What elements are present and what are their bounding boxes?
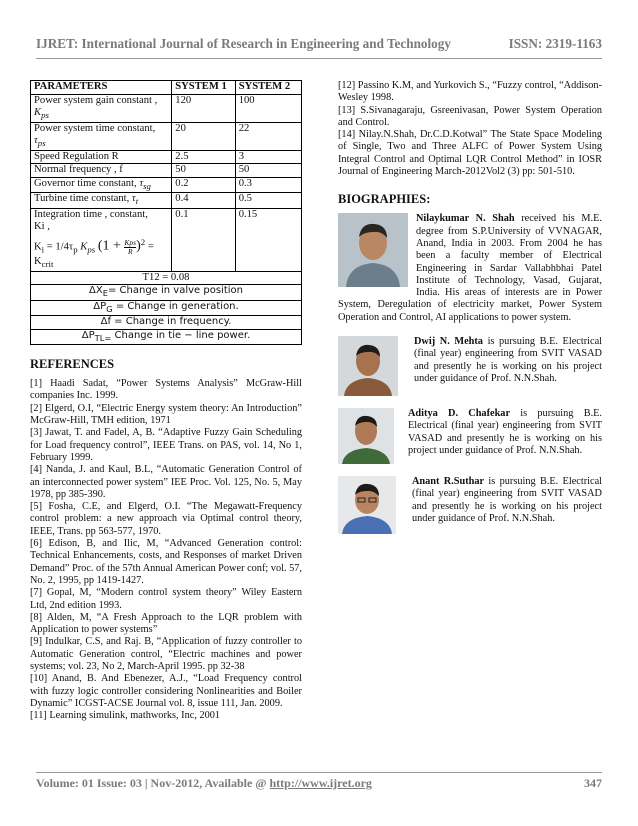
reference-item: [11] Learning simulink, mathworks, Inc, 2001 [30,710,221,722]
reference-item: [10] Anand, B. And Ebenezer, A.J., “Load Frequency control with fuzzy logic controller considering Nonlinearities and Boiler Dynamic” ICGST-ACSE Journal vol. 8, issue 111, Jan. 2009. [30,673,302,709]
table-row [31,150,302,164]
legend-cell: $\Delta X_E=$ Change in valve position [31,285,302,301]
legend-cell: $\Delta P_G$ = Change in generation. [31,300,302,316]
references-list-right [338,80,602,178]
legend-row [31,316,302,330]
table-row [31,94,302,122]
person-portrait-icon [338,476,396,534]
table-row-t12 [31,271,302,285]
table-row-integration [31,208,302,271]
footer-volume: Volume: 01 Issue: 03 | Nov-2012, Available @ http://www.ijret.org [36,776,372,790]
reference-item: [2] Elgerd, O.I, “Electric Energy system theory: An Introduction” McGraw-Hill, TMH edition, 1971 [30,402,302,427]
journal-title: IJRET: International Journal of Research in Engineering and Technology [36,36,451,51]
biographies-heading: BIOGRAPHIES: [338,192,431,207]
parameters-table [30,80,302,345]
system-2-cell: 50 [235,164,301,178]
param-cell: Normal frequency , f [31,164,172,178]
reference-item: [13] S.Sivanagaraju, Gsreenivasan, Power System Operation and Control. [338,104,602,128]
person-portrait-icon [338,213,408,287]
system-1-cell: 0.1 [172,208,235,271]
portrait-photo [338,336,398,396]
journal-link[interactable]: http://www.ijret.org [269,776,372,790]
footer-rule [36,772,602,773]
table-header-row [31,81,302,95]
person-portrait-icon [338,336,398,396]
reference-item: [5] Fosha, C.E, and Elgerd, O.I. “The Megawatt-Frequency control problem: a new approach via Optimal control theory, IEEE, Trans. pp 563-577, 1970. [30,501,302,537]
reference-item: [1] Haadi Sadat, “Power Systems Analysis” McGraw-Hill companies Inc. 1999. [30,378,302,402]
bio-name: Aditya D. Chafekar [408,408,511,420]
left-column [30,80,302,723]
legend-row [31,300,302,316]
portrait-photo [338,476,396,534]
bio-text: is pursuing B.E. Electrical (final year) engineering from SVIT VASAD and presently he is working on his project under guidance of Prof. N.N.Shah. [414,336,603,384]
table-row [31,177,302,193]
table-row [31,193,302,209]
table-row [31,122,302,150]
system-2-cell: 22 [235,122,301,150]
system-2-cell: 0.15 [235,208,301,271]
system-2-cell: 0.3 [235,177,301,193]
system-2-cell: 0.5 [235,193,301,209]
bio-text: is pursuing B.E. Electrical (final year) engineering from SVIT VASAD and presently he is working on his project under guidance of Prof. N.N.Shah. [408,408,603,456]
param-cell: Integration time , constant, Ki , $K_i = 1/4\tau_p$ $K_{ps}$ (1 + $\frac{\text{Kps}}{R}$ )$^2$ = $K_{crit}$ [31,208,172,271]
reference-item: [9] Indulkar, C.S, and Raj. B, “Application of fuzzy controller to Automatic Generation control, “Electric machines and power systems; vol. 23, No 2, March-April 1995. pp 32-38 [30,636,302,673]
system-2-cell: 3 [235,150,301,164]
bio-aditya [338,396,602,457]
param-cell: Power system time constant, $\tau_{ps}$ [31,122,172,150]
param-cell: Governor time constant, $\tau_{sg}$ [31,177,172,193]
table-row [31,164,302,178]
page-number: 347 [584,776,602,790]
legend-cell: $\Delta P_{TL=}$ Change in tie − line power. [31,329,302,345]
person-portrait-icon [338,408,394,464]
portrait-photo [338,408,394,464]
bio-name: Nilaykumar N. Shah [416,213,515,225]
header-parameters: PARAMETERS [31,81,172,95]
references-heading: REFERENCES [30,357,115,372]
reference-item: [3] Jawat, T. and Fadel, A, B. “Adaptive Fuzzy Gain Scheduling for Load frequency control”, IEEE Trans. on PAS, vol. 14, No 1, February 1999. [30,427,302,463]
param-cell: Speed Regulation R [31,150,172,164]
bio-text: is pursuing B.E. Electrical (final year) engineering from SVIT VASAD and presently he is working on his project under guidance of Prof. N.N.Shah. [412,476,603,524]
fraction: $\frac{\text{Kps}}{R}$ [124,237,137,256]
header-system-1: SYSTEM 1 [172,81,235,95]
system-1-cell: 0.4 [172,193,235,209]
reference-item: [4] Nanda, J. and Kaul, B.L, “Automatic Generation Control of an interconnected power system” IEE Proc. Vol. 125, No. 5, May 1978, pp 385-390. [30,464,302,500]
system-1-cell: 2.5 [172,150,235,164]
reference-item: [8] Alden, M, “A Fresh Approach to the LQR problem with Application to power systems” [30,611,302,636]
right-column [338,80,602,534]
param-cell: Turbine time constant, $\tau_t$ [31,193,172,209]
reference-item: [12] Passino K.M, and Yurkovich S., “Fuzzy control, “Addison-Wesley 1998. [338,80,602,104]
t12-cell: T12 = 0.08 [31,271,302,285]
legend-cell: Δf = Change in frequency. [31,316,302,330]
reference-item: [7] Gopal, M, “Modern control system theory” Wiley Eastern Ltd, 2nd edition 1993. [30,587,302,611]
header-system-2: SYSTEM 2 [235,81,301,95]
bio-dwij [338,324,602,385]
system-1-cell: 20 [172,122,235,150]
param-cell: Power system gain constant , $K_{ps}$ [31,94,172,122]
running-footer [36,776,602,791]
reference-item: [6] Edison, B, and Ilic, M, “Advanced Generation control: Technical Enhancements, costs, and Responses of market Driven Demand” Proc. of the 57th Annual American Power conf; vol. 57, No. 2, 1995, pp 1419-1427. [30,538,302,586]
running-header [36,36,602,52]
bio-name: Dwij N. Mehta [414,336,483,348]
issn: ISSN: 2319-1163 [508,36,602,51]
legend-row [31,285,302,301]
system-2-cell: 100 [235,94,301,122]
system-1-cell: 0.2 [172,177,235,193]
bio-anant [338,464,602,525]
system-1-cell: 120 [172,94,235,122]
reference-item: [14] Nilay.N.Shah, Dr.C.D.Kotwal” The State Space Modeling of Single, Two and Three ALFC of Power System Using Integral Control and Optimal LQR Control Method” in IOSR Journal of Engineering March-2012Vol2 (3) pp: 501-510. [338,129,602,178]
legend-row [31,329,302,345]
references-list-left [30,378,302,722]
bio-nilay [338,213,602,324]
bio-text: received his M.E. degree from S.P.University of VVNAGAR, Anand, India in 2003. From 2004 he has been a faculty member of Electrical Engineering in Sardar Vallabhbhai Patel Institute of Technology, Vasad, Gujarat, India. His areas of interests are in Power System, Deregulation of electricity market, Power System Operation and Control, AI applications to power system. [338,213,602,323]
portrait-photo [338,213,408,287]
system-1-cell: 50 [172,164,235,178]
header-rule [36,58,602,59]
bio-name: Anant R.Suthar [412,476,485,488]
